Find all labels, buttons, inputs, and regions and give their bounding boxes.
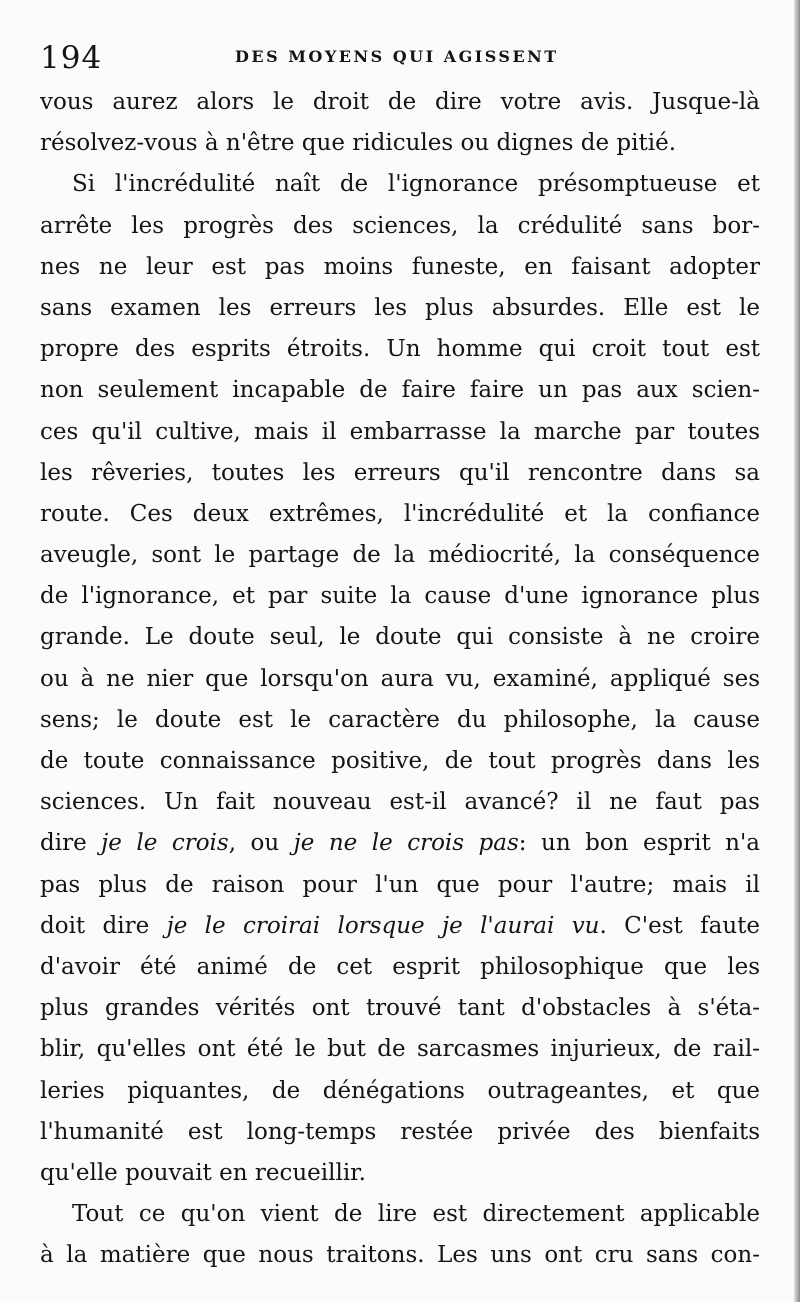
running-head: DES MOYENS QUI AGISSENT (235, 47, 559, 66)
text-line: nes ne leur est pas moins funeste, en faisant adopter (40, 253, 760, 280)
text-line: propre des esprits étroits. Un homme qui croit tout est (40, 336, 760, 363)
text-line-with-italics (40, 906, 760, 947)
text-line: résolvez-vous à n'être que ridicules ou dignes de pitié. (40, 130, 677, 157)
text-line: les rêveries, toutes les erreurs qu'il rencontre dans sa (40, 459, 760, 486)
text-line: route. Ces deux extrêmes, l'incrédulité et la confiance (40, 500, 760, 527)
text-line: aveugle, sont le partage de la médiocrité, la conséquence (40, 542, 760, 569)
page-header (40, 38, 760, 78)
text-line: de l'ignorance, et par suite la cause d'une ignorance plus (40, 583, 760, 610)
text-line: leries piquantes, de dénégations outrageantes, et que (40, 1077, 760, 1104)
page-number: 194 (40, 40, 103, 76)
italic-phrase: je le croirai lorsque je l'aurai vu (166, 912, 600, 939)
text-line: de toute connaissance positive, de tout progrès dans les (40, 748, 760, 774)
text-line: ces qu'il cultive, mais il embarrasse la marche par toutes (40, 418, 760, 445)
page-edge-shadow (794, 0, 800, 1302)
text-line: vous aurez alors le droit de dire votre avis. Jusque-là (40, 89, 760, 115)
text-segment: , ou (228, 830, 294, 857)
text-line: sens; le doute est le caractère du philosophe, la cause (40, 706, 760, 733)
text-line: d'avoir été animé de cet esprit philosophique que les (40, 953, 760, 980)
text-line: l'humanité est long-temps restée privée des bienfaits (40, 1118, 760, 1145)
text-segment: doit dire (40, 912, 167, 939)
text-line: non seulement incapable de faire faire un pas aux scien- (40, 377, 760, 404)
text-line: sciences. Un fait nouveau est-il avancé? il ne faut pas (40, 789, 760, 816)
text-line: grande. Le doute seul, le doute qui consiste à ne croire (40, 624, 760, 651)
text-line: plus grandes vérités ont trouvé tant d'obstacles à s'éta- (40, 995, 760, 1022)
italic-phrase: je le crois (101, 830, 229, 857)
text-line: à la matière que nous traitons. Les uns ont cru sans con- (40, 1242, 760, 1269)
text-segment: . C'est faute (599, 912, 760, 939)
text-line: Si l'incrédulité naît de l'ignorance présomptueuse et (72, 171, 760, 198)
text-segment: : un bon esprit n'a (518, 830, 761, 857)
text-line: ou à ne nier que lorsqu'on aura vu, examiné, appliqué ses (40, 665, 760, 692)
text-segment: dire (40, 830, 102, 857)
text-line: Tout ce qu'on vient de lire est directement applicable (72, 1201, 760, 1228)
text-line-with-italics (40, 823, 760, 864)
text-line: qu'elle pouvait en recueillir. (40, 1159, 366, 1186)
text-line: sans examen les erreurs les plus absurdes. Elle est le (40, 294, 760, 321)
body-text (40, 82, 760, 1276)
text-line: blir, qu'elles ont été le but de sarcasmes injurieux, de rail- (40, 1036, 760, 1063)
italic-phrase: je ne le crois pas (293, 830, 519, 857)
text-line: pas plus de raison pour l'un que pour l'autre; mais il (40, 871, 760, 898)
text-line: arrête les progrès des sciences, la crédulité sans bor- (40, 212, 760, 239)
